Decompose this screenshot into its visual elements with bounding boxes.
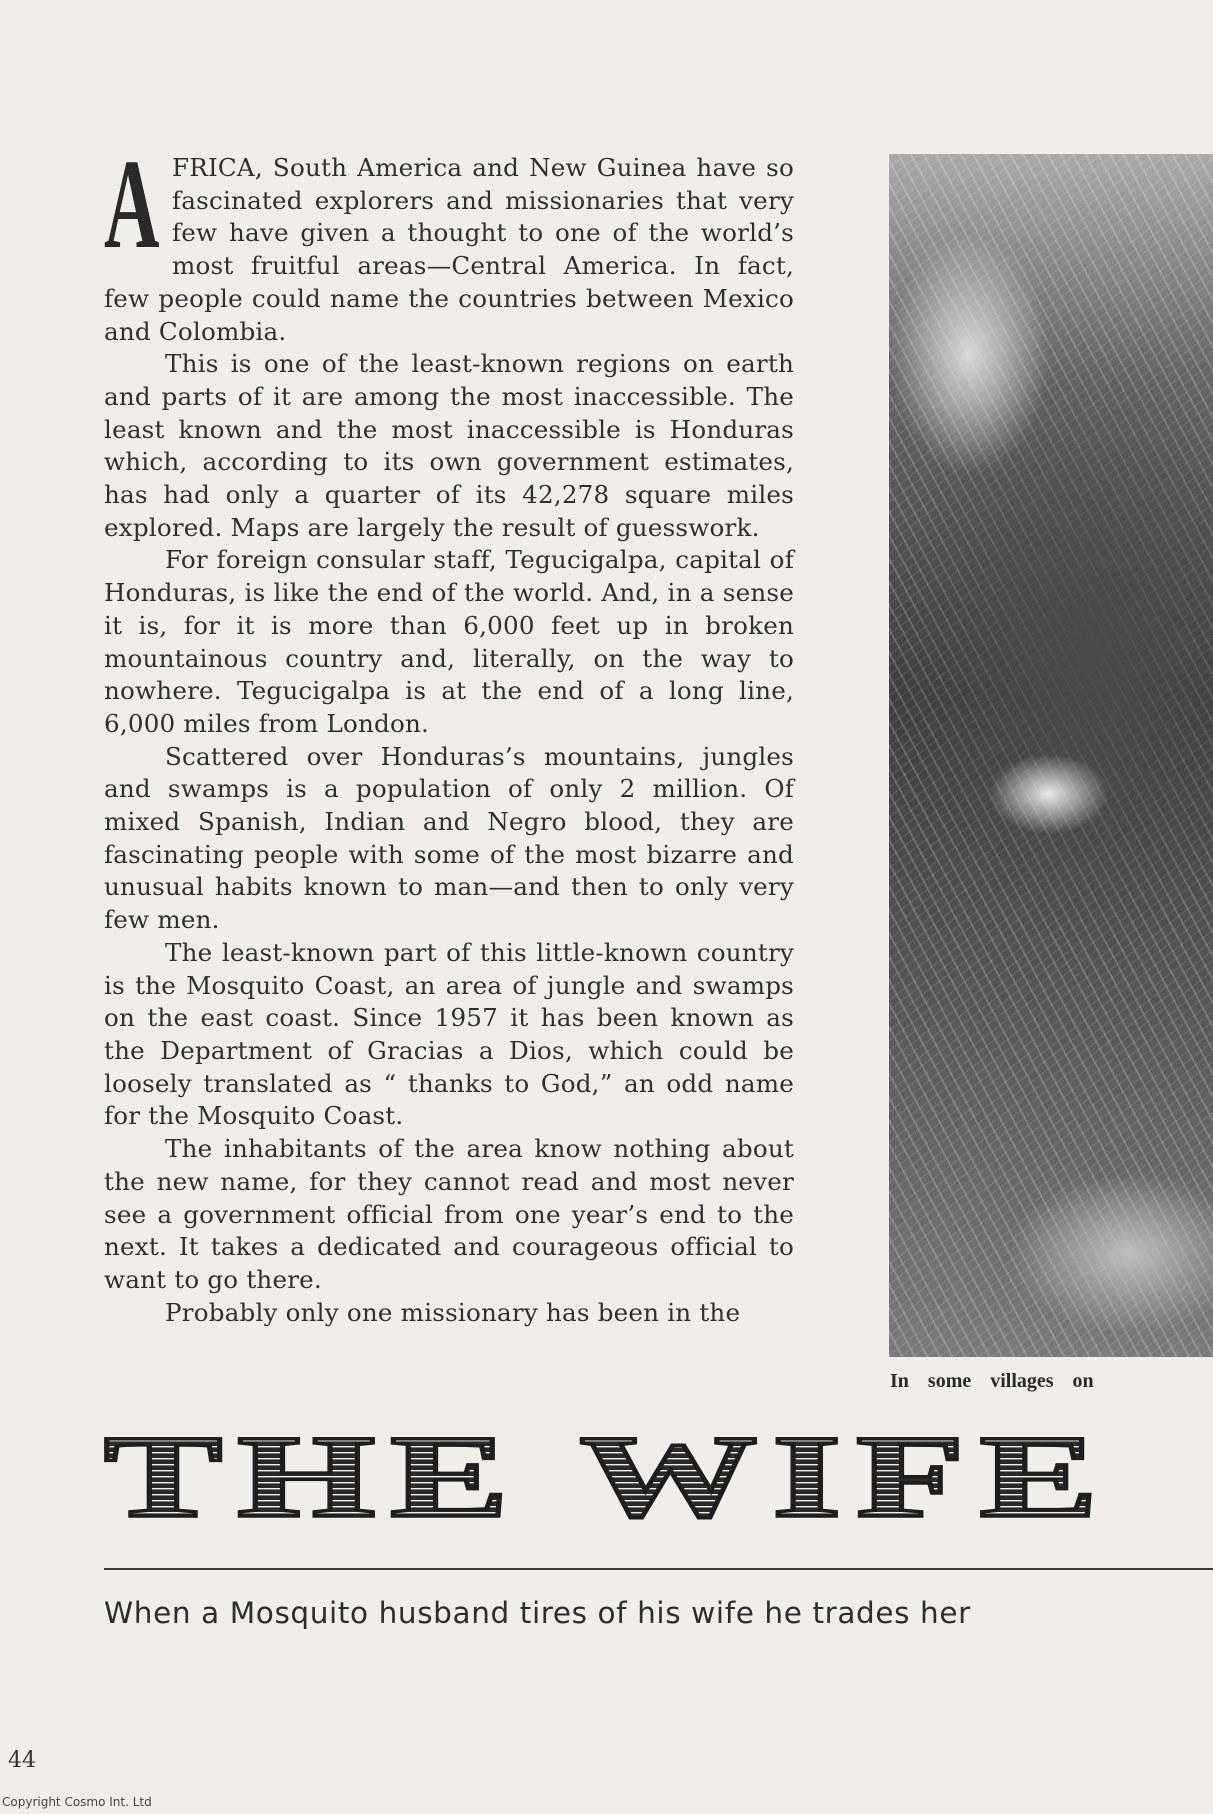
article-body [104,133,794,1329]
headline-title: THE WIFE [104,1428,1113,1524]
photo-caption: In some villages on [890,1370,1094,1392]
paragraph-4: Scattered over Honduras’s mountains, jungles and swamps is a population of only 2 million. Of mixed Spanish, Indian and Negro blood, they are fascinating people with some of the most bizarre and unusual habits known to man—and then to only very few men. [104,741,794,935]
paragraph-7: Probably only one missionary has been in the [165,1297,741,1327]
jungle-photo [889,154,1213,1357]
headline-svg [104,1428,1113,1524]
headline-rule [104,1568,1213,1570]
paragraph-3: For foreign consular staff, Tegucigalpa, capital of Honduras, is like the end of the world. And, in a sense it is, for it is more than 6,000 feet up in broken mountainous country and, literally, on the way to nowhere. Tegucigalpa is at the end of a long line, 6,000 miles from London. [104,545,794,738]
paragraph-1: AFRICA, South America and New Guinea have so fascinated explorers and missionaries that very few have given a thought to one of the world’s most fruitful areas—Central America. In fact, few people could name the countries between Mexico and Colombia. [104,133,794,346]
page-number: 44 [8,1748,36,1773]
headline [104,1428,1113,1524]
drop-cap: A [104,133,160,275]
paragraph-5: The least-known part of this little-known country is the Mosquito Coast, an area of jungle and swamps on the east coast. Since 1957 it has been known as the Department of Gracias a Dios, which could be loosely translated as “ thanks to God,” an odd name for the Mosquito Coast. [104,937,794,1131]
paragraph-6: The inhabitants of the area know nothing about the new name, for they cannot read and most never see a government official from one year’s end to the next. It takes a dedicated and courageous official to want to go there. [104,1134,794,1294]
headline-subtitle: When a Mosquito husband tires of his wife he trades her [104,1596,971,1630]
copyright-notice: Copyright Cosmo Int. Ltd [2,1795,152,1809]
paragraph-2: This is one of the least-known regions on earth and parts of it are among the most inaccessible. The least known and the most inaccessible is Honduras which, according to its own government estimates, has had only a quarter of its 42,278 square miles explored. Maps are largely the result of guesswork. [104,349,794,542]
